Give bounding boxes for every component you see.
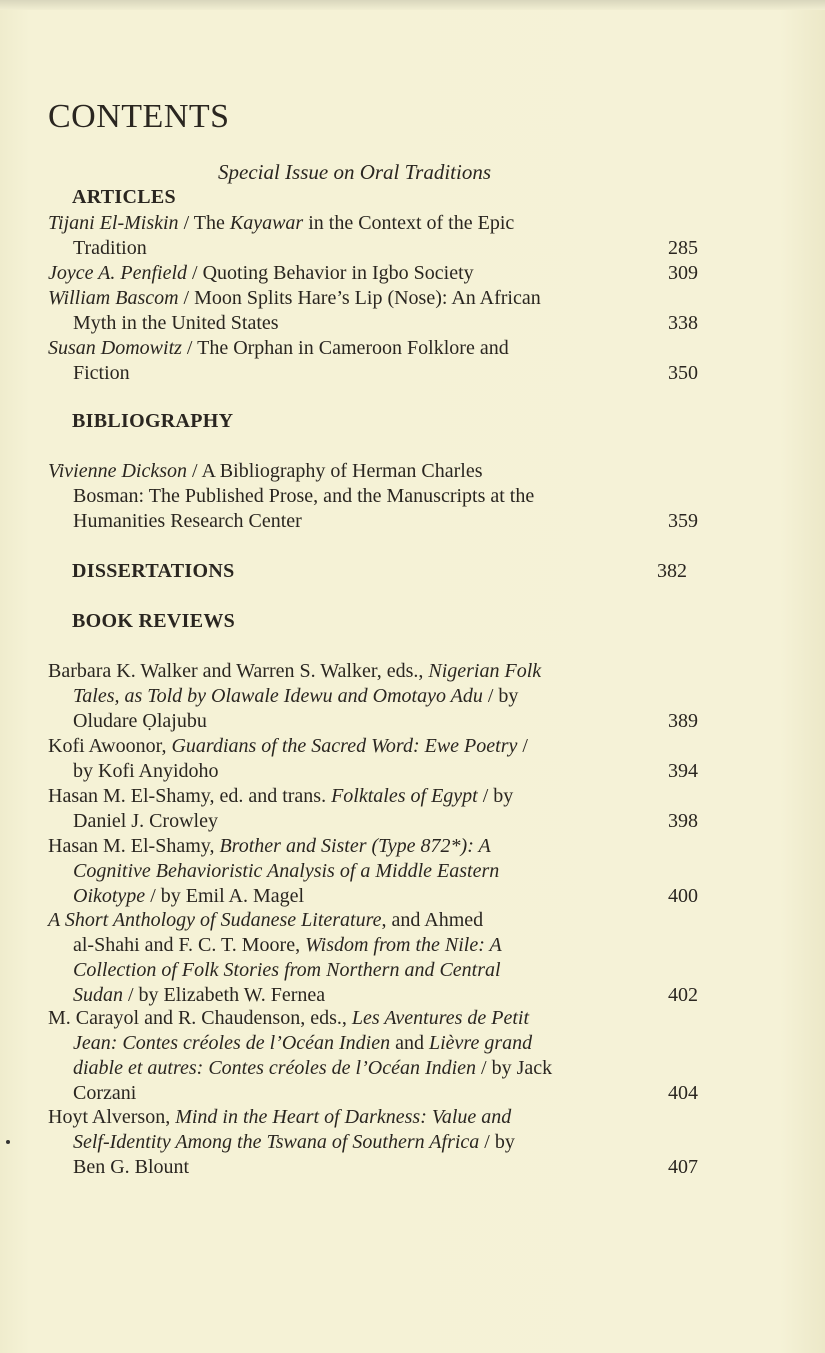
article-author: Susan Domowitz	[48, 337, 182, 359]
review-entry: Hoyt Alverson, Mind in the Heart of Darkness: Value and Self-Identity Among the Tswana of Southern Africa / by Ben G. Blount 407	[48, 1106, 698, 1178]
bibliography-entry: Vivienne Dickson / A Bibliography of Herman Charles Bosman: The Published Prose, and the Manuscripts at the Humanities Research Center 359	[48, 460, 698, 532]
article-author: Joyce A. Penfield	[48, 262, 188, 284]
section-heading-dissertations: DISSERTATIONS	[72, 560, 235, 582]
page-number: 338	[668, 312, 698, 334]
reviewer: by Kofi Anyidoho	[73, 760, 219, 782]
reviewer: Oludare Ọlajubu	[73, 710, 207, 732]
margin-mark	[6, 1140, 10, 1144]
page-number: 309	[668, 262, 698, 284]
page-number: 389	[668, 710, 698, 732]
reviewer: Corzani	[73, 1082, 137, 1104]
page-number: 400	[668, 885, 698, 907]
article-entry: William Bascom / Moon Splits Hare’s Lip (Nose): An African Myth in the United States 338	[48, 287, 698, 334]
page-number: 398	[668, 810, 698, 832]
page-number: 402	[668, 984, 698, 1006]
review-entry: A Short Anthology of Sudanese Literature, and Ahmed al-Shahi and F. C. T. Moore, Wisdom from the Nile: A Collection of Folk Stories from Northern and Central Sudan / by Elizabeth W. Fernea 402	[48, 909, 698, 1006]
page-title: CONTENTS	[48, 98, 230, 135]
section-heading-book-reviews: BOOK REVIEWS	[72, 610, 236, 632]
bibliography-author: Vivienne Dickson	[48, 460, 188, 482]
section-heading-articles: ARTICLES	[72, 186, 176, 208]
article-entry: Joyce A. Penfield / Quoting Behavior in Igbo Society 309	[48, 262, 698, 284]
review-entry: M. Carayol and R. Chaudenson, eds., Les Aventures de Petit Jean: Contes créoles de l’Océan Indien and Lièvre grand diable et autres: Contes créoles de l’Océan Indien / by Jack Corzani 404	[48, 1007, 698, 1104]
review-entry: Hasan M. El-Shamy, ed. and trans. Folktales of Egypt / by Daniel J. Crowley 398	[48, 785, 698, 832]
reviewer: Daniel J. Crowley	[73, 810, 218, 832]
page-number: 359	[668, 510, 698, 532]
page-number: 285	[668, 237, 698, 259]
article-entry: Susan Domowitz / The Orphan in Cameroon Folklore and Fiction 350	[48, 337, 698, 384]
reviewer: Ben G. Blount	[73, 1156, 190, 1178]
review-entry: Hasan M. El-Shamy, Brother and Sister (Type 872*): A Cognitive Behavioristic Analysis of a Middle Eastern Oikotype / by Emil A. Magel 400	[48, 835, 698, 907]
page-top-edge	[0, 0, 825, 10]
review-entry: Kofi Awoonor, Guardians of the Sacred Word: Ewe Poetry / by Kofi Anyidoho 394	[48, 735, 698, 782]
review-entry: Barbara K. Walker and Warren S. Walker, eds., Nigerian Folk Tales, as Told by Olawale Idewu and Omotayo Adu / by Oludare Ọlajubu 389	[48, 660, 698, 732]
page-number: 404	[668, 1082, 698, 1104]
page-number: 382	[657, 560, 687, 582]
article-author: William Bascom	[48, 287, 179, 309]
page-number: 394	[668, 760, 698, 782]
special-issue-subtitle: Special Issue on Oral Traditions	[218, 160, 492, 184]
article-author: Tijani El-Miskin	[48, 212, 179, 234]
article-entry: Tijani El-Miskin / The Kayawar in the Context of the Epic Tradition 285	[48, 212, 698, 259]
section-heading-bibliography: BIBLIOGRAPHY	[72, 410, 234, 432]
page-number: 350	[668, 362, 698, 384]
page-number: 407	[668, 1156, 698, 1178]
